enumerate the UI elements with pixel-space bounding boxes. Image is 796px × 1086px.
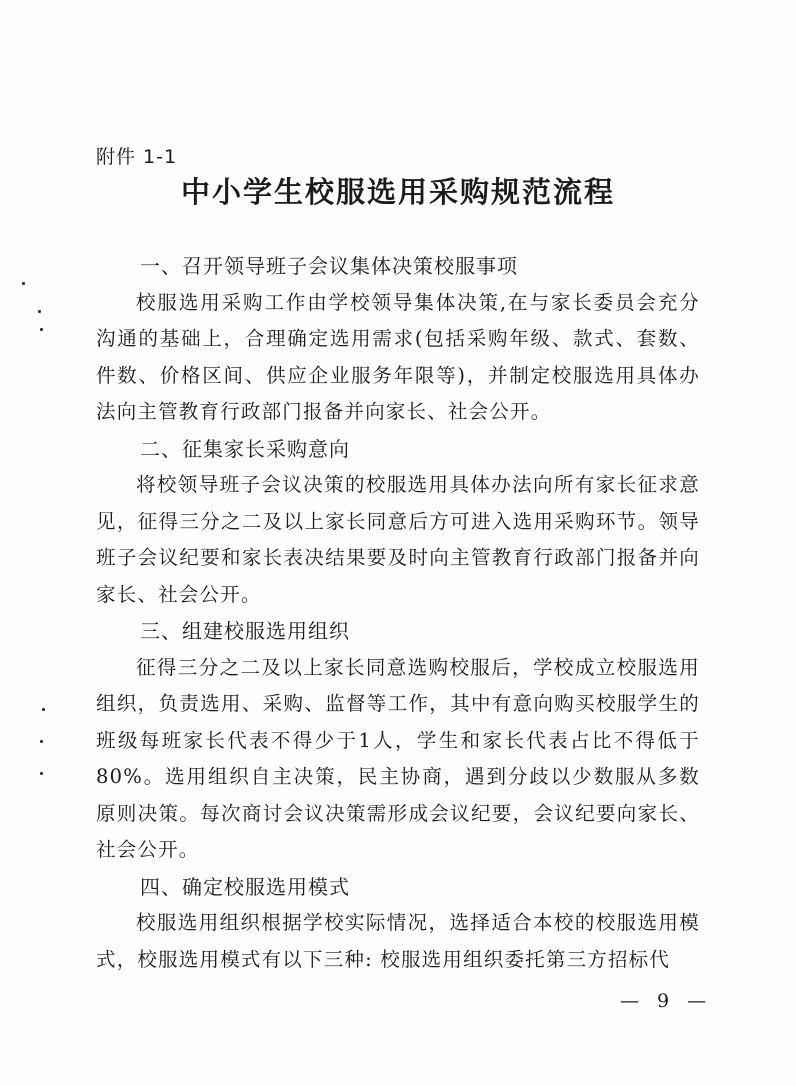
section-heading-4: 四、确定校服选用模式 (140, 874, 350, 899)
attachment-label: 附件 1-1 (96, 146, 178, 168)
section-heading-2: 二、征集家长采购意向 (140, 436, 350, 461)
section-paragraph-2: 将校领导班子会议决策的校服选用具体办法向所有家长征求意见，征得三分之二及以上家长同意后方可进入选用采购环节。领导班子会议纪要和家长表决结果要及时向主管教育行政部门报备并向家长、社会公开。 (96, 473, 700, 606)
scan-speck (40, 772, 43, 775)
document-title: 中小学生校服选用采购规范流程 (180, 175, 615, 209)
scan-speck (22, 282, 25, 285)
page-number: — 9 — (620, 990, 713, 1012)
section-paragraph-4: 校服选用组织根据学校实际情况，选择适合本校的校服选用模式，校服选用模式有以下三种: 校服选用组织委托第三方招标代 (96, 911, 700, 971)
section-paragraph-3: 征得三分之二及以上家长同意选购校服后，学校成立校服选用组织，负责选用、采购、监督等工作，其中有意向购买校服学生的班级每班家长代表不得少于1人，学生和家长代表占比不得低于80%。选用组织自主决策，民主协商，遇到分歧以少数服从多数原则决策。每次商讨会议决策需形成会议纪要，会议纪要向家长、社会公开。 (96, 655, 700, 861)
section-heading-1: 一、召开领导班子会议集体决策校服事项 (140, 254, 518, 278)
scan-speck (38, 310, 41, 313)
section-paragraph-1: 校服选用采购工作由学校领导集体决策,在与家长委员会充分沟通的基础上，合理确定选用需求(包括采购年级、款式、套数、件数、价格区间、供应企业服务年限等)，并制定校服选用具体办法向主管教育行政部门报备并向家长、社会公开。 (96, 290, 700, 423)
document-body (96, 248, 700, 978)
scan-speck (40, 740, 43, 743)
scan-speck (42, 708, 45, 711)
scan-speck (40, 328, 43, 331)
section-heading-3: 三、组建校服选用组织 (140, 619, 350, 643)
